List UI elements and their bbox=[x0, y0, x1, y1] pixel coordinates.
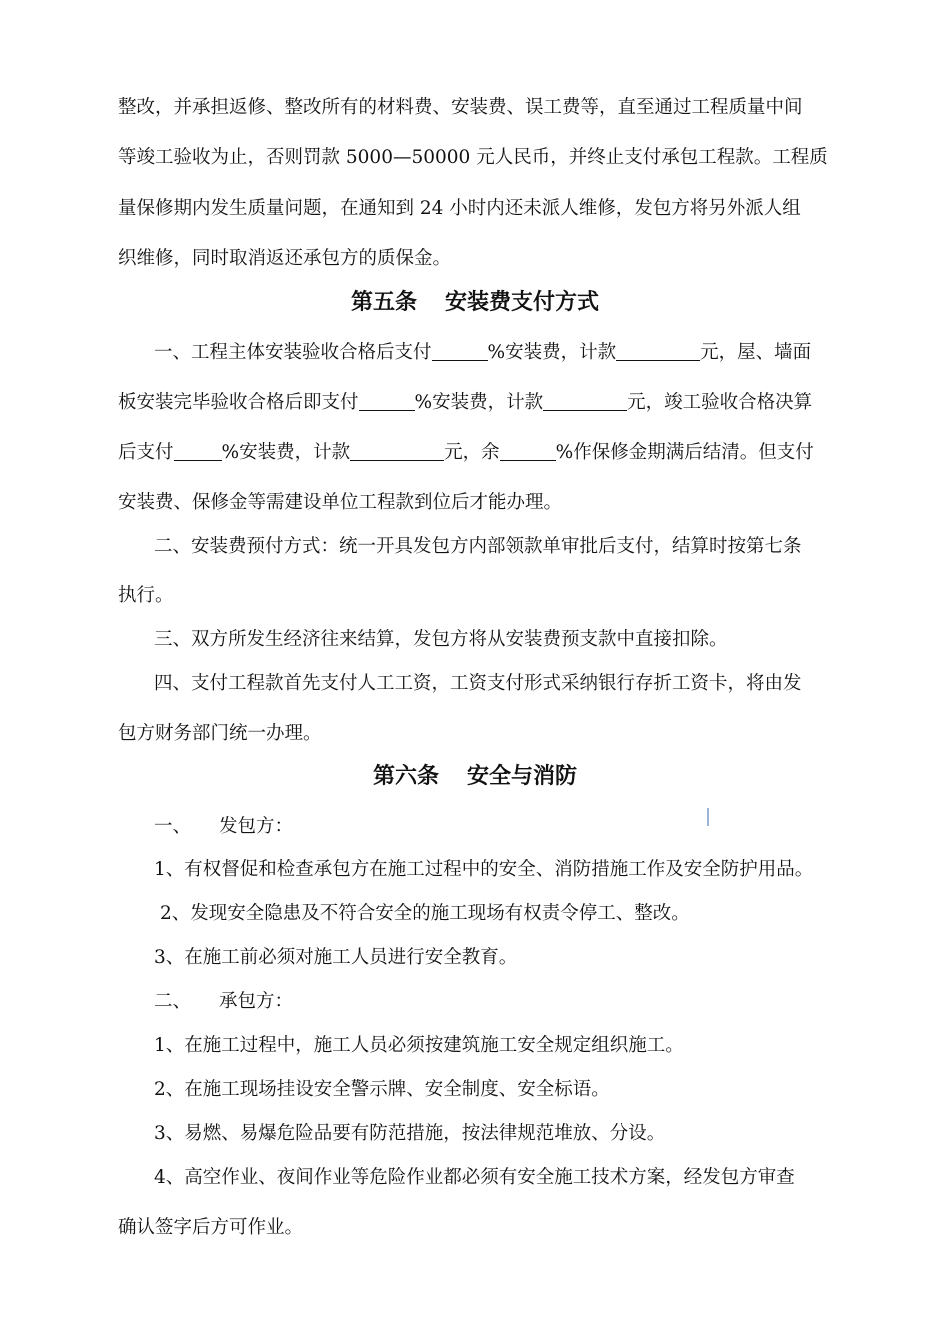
intro-line-3: 量保修期内发生质量问题，在通知到 24 小时内还未派人维修，发包方将另外派人组 bbox=[118, 198, 801, 219]
article5-p2-line2: 执行。 bbox=[118, 585, 174, 606]
article6-s2-item-1: 1、在施工过程中，施工人员必须按建筑施工安全规定组织施工。 bbox=[154, 1035, 684, 1056]
article6-heading bbox=[0, 762, 950, 790]
article6-s2-label: 二、 承包方： bbox=[154, 991, 294, 1012]
article6-number: 第六条 bbox=[372, 763, 439, 789]
article5-heading bbox=[0, 288, 950, 316]
article6-s2-item-2: 2、在施工现场挂设安全警示牌、安全制度、安全标语。 bbox=[154, 1079, 610, 1100]
blank-field bbox=[543, 392, 627, 411]
blank-field bbox=[500, 442, 556, 461]
intro-line-1: 整改，并承担返修、整改所有的材料费、安装费、误工费等，直至通过工程质量中间 bbox=[118, 97, 803, 118]
article5-p4-line2: 包方财务部门统一办理。 bbox=[118, 723, 322, 744]
article6-s2-item-4: 4、高空作业、夜间作业等危险作业都必须有安全施工技术方案，经发包方审查 bbox=[154, 1167, 795, 1188]
blank-field bbox=[616, 342, 700, 361]
intro-line-2: 等竣工验收为止，否则罚款 5000—50000 元人民币，并终止支付承包工程款。工程质 bbox=[118, 147, 828, 168]
article6-s1-item-3: 3、在施工前必须对施工人员进行安全教育。 bbox=[154, 947, 518, 968]
article5-p2-line1: 二、安装费预付方式：统一开具发包方内部领款单审批后支付，结算时按第七条 bbox=[154, 536, 802, 557]
article6-s2-tail: 确认签字后方可作业。 bbox=[118, 1217, 304, 1238]
article5-p1-line2: 板安装完毕验收合格后即支付 %安装费，计款 元，竣工验收合格决算 bbox=[118, 392, 813, 413]
article6-s1-label: 一、 发包方： bbox=[154, 816, 294, 837]
article6-title: 安全与消防 bbox=[467, 763, 578, 789]
article5-title: 安装费支付方式 bbox=[445, 289, 600, 315]
article5-p4-line1: 四、支付工程款首先支付人工工资，工资支付形式采纳银行存折工资卡，将由发 bbox=[154, 673, 802, 694]
intro-line-4: 织维修，同时取消返还承包方的质保金。 bbox=[118, 248, 452, 269]
blank-field bbox=[359, 392, 415, 411]
article5-p1-line3: 后支付 %安装费，计款 元，余 %作保修金期满后结清。但支付 bbox=[118, 442, 814, 463]
article5-p3: 三、双方所发生经济往来结算，发包方将从安装费预支款中直接扣除。 bbox=[154, 629, 728, 650]
article5-p1-line1: 一、工程主体安装验收合格后支付 %安装费，计款 元，屋、墙面 bbox=[154, 342, 812, 363]
blank-field bbox=[174, 442, 222, 461]
article6-s2-item-3: 3、易燃、易爆危险品要有防范措施，按法律规范堆放、分设。 bbox=[154, 1123, 666, 1144]
article6-s1-item-2: 2、发现安全隐患及不符合安全的施工现场有权责令停工、整改。 bbox=[160, 903, 690, 924]
article6-s1-item-1: 1、有权督促和检查承包方在施工过程中的安全、消防措施工作及安全防护用品。 bbox=[154, 859, 814, 880]
article5-p1-line4: 安装费、保修金等需建设单位工程款到位后才能办理。 bbox=[118, 492, 563, 513]
article5-number: 第五条 bbox=[350, 289, 417, 315]
blank-field bbox=[432, 342, 488, 361]
blank-field bbox=[350, 442, 444, 461]
